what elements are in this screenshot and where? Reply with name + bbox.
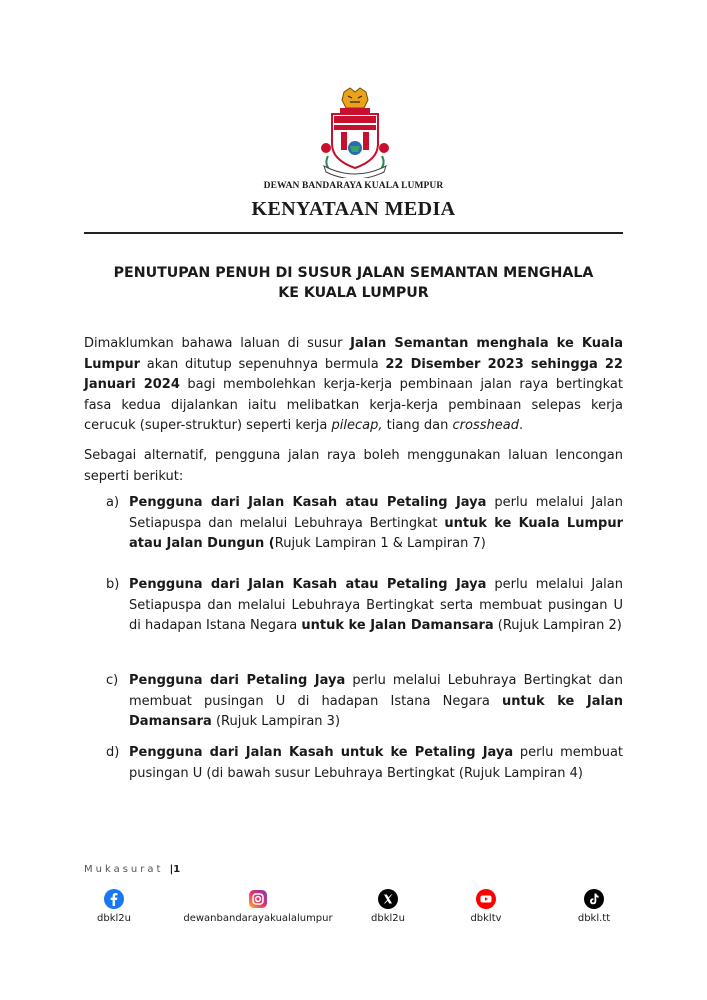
social-tiktok[interactable] (569, 889, 619, 924)
page-number-label (84, 864, 180, 875)
social-youtube[interactable] (464, 889, 508, 924)
instagram-icon (248, 889, 268, 909)
intro-text: akan ditutup sepenuhnya bermula (140, 356, 386, 372)
x-icon (378, 889, 398, 909)
list-bold-text: untuk ke Kuala Lumpur atau Jalan Dungun ( (129, 515, 623, 551)
list-bold-text: Pengguna dari Jalan Kasah atau Petaling Jaya (129, 577, 487, 592)
social-handle: dbkl2u (97, 913, 131, 924)
list-text: (Rujuk Lampiran 2) (493, 618, 622, 633)
list-marker: d) (106, 745, 120, 760)
list-marker: a) (106, 495, 120, 510)
list-bold-text: Pengguna dari Jalan Kasah atau Petaling Jaya (129, 495, 487, 510)
intro-text: bagi membolehkan kerja-kerja pembinaan jalan raya bertingkat fasa kedua dijalankan iaitu melibatkan kerja-kerja pembinaan selepas kerja cerucuk (super-struktur) seperti kerja (84, 377, 623, 433)
intro-italic-term: pilecap, (331, 418, 383, 433)
intro-text: Dimaklumkan bahawa laluan di susur (84, 336, 351, 351)
tiktok-icon (584, 889, 604, 909)
facebook-icon (104, 889, 124, 909)
list-bold-text: Pengguna dari Petaling Jaya (129, 673, 346, 688)
intro-paragraph (84, 334, 623, 437)
social-handle: dbkl.tt (577, 913, 611, 924)
intro-text: . (518, 418, 524, 433)
list-text: (Rujuk Lampiran 3) (211, 714, 341, 729)
intro-bold-road: Jalan Semantan menghala ke Kuala Lumpur (84, 336, 623, 372)
dbkl-crest-logo (314, 86, 396, 178)
list-text: perlu melalui Jalan Setiapuspa dan melalui Lebuhraya Bertingkat (129, 495, 623, 531)
intro-text: tiang dan (382, 418, 453, 433)
list-bold-text: untuk ke Jalan Damansara (301, 618, 494, 633)
intro-italic-term: crosshead (452, 418, 519, 433)
list-bold-text: Pengguna dari Jalan Kasah untuk ke Petaling Jaya (129, 745, 514, 760)
social-handle: dewanbandarayakualalumpur (183, 913, 333, 924)
social-handle: dbkltv (470, 913, 502, 924)
social-instagram[interactable] (180, 889, 336, 924)
list-text: Rujuk Lampiran 1 & Lampiran 7) (274, 536, 486, 551)
social-facebook[interactable] (92, 889, 136, 924)
document-type-title: KENYATAAN MEDIA (251, 198, 456, 220)
list-item (106, 493, 623, 555)
press-release-headline (84, 263, 623, 303)
organization-name: DEWAN BANDARAYA KUALA LUMPUR (263, 181, 444, 191)
page-separator: | (169, 864, 174, 875)
headline-line-2: KE KUALA LUMPUR (278, 285, 429, 301)
list-text: perlu melalui Jalan Setiapuspa dan melalui Lebuhraya Bertingkat serta membuat pusingan U di hadapan Istana Negara (129, 577, 623, 633)
list-marker: c) (106, 673, 119, 688)
list-text: perlu melalui Lebuhraya Bertingkat dan membuat pusingan U di hadapan Istana Negara (129, 673, 623, 709)
list-bold-text: untuk ke Jalan Damansara (129, 693, 623, 729)
list-marker: b) (106, 577, 120, 592)
list-item (106, 575, 623, 637)
social-x[interactable] (366, 889, 410, 924)
alternative-paragraph: Sebagai alternatif, pengguna jalan raya boleh menggunakan laluan lencongan seperti berikut: (84, 448, 623, 484)
headline-line-1: PENUTUPAN PENUH DI SUSUR JALAN SEMANTAN MENGHALA (113, 265, 594, 281)
social-handle: dbkl2u (371, 913, 405, 924)
list-item (106, 671, 623, 733)
list-item (106, 743, 623, 784)
youtube-icon (476, 889, 496, 909)
list-text: perlu membuat pusingan U (di bawah susur Lebuhraya Bertingkat (Rujuk Lampiran 4) (129, 745, 624, 781)
page-label-text: Mukasurat (84, 864, 164, 875)
intro-bold-dates: 22 Disember 2023 sehingga 22 Januari 2024 (84, 356, 623, 392)
page-number: 1 (173, 864, 181, 875)
header-divider (84, 232, 623, 234)
